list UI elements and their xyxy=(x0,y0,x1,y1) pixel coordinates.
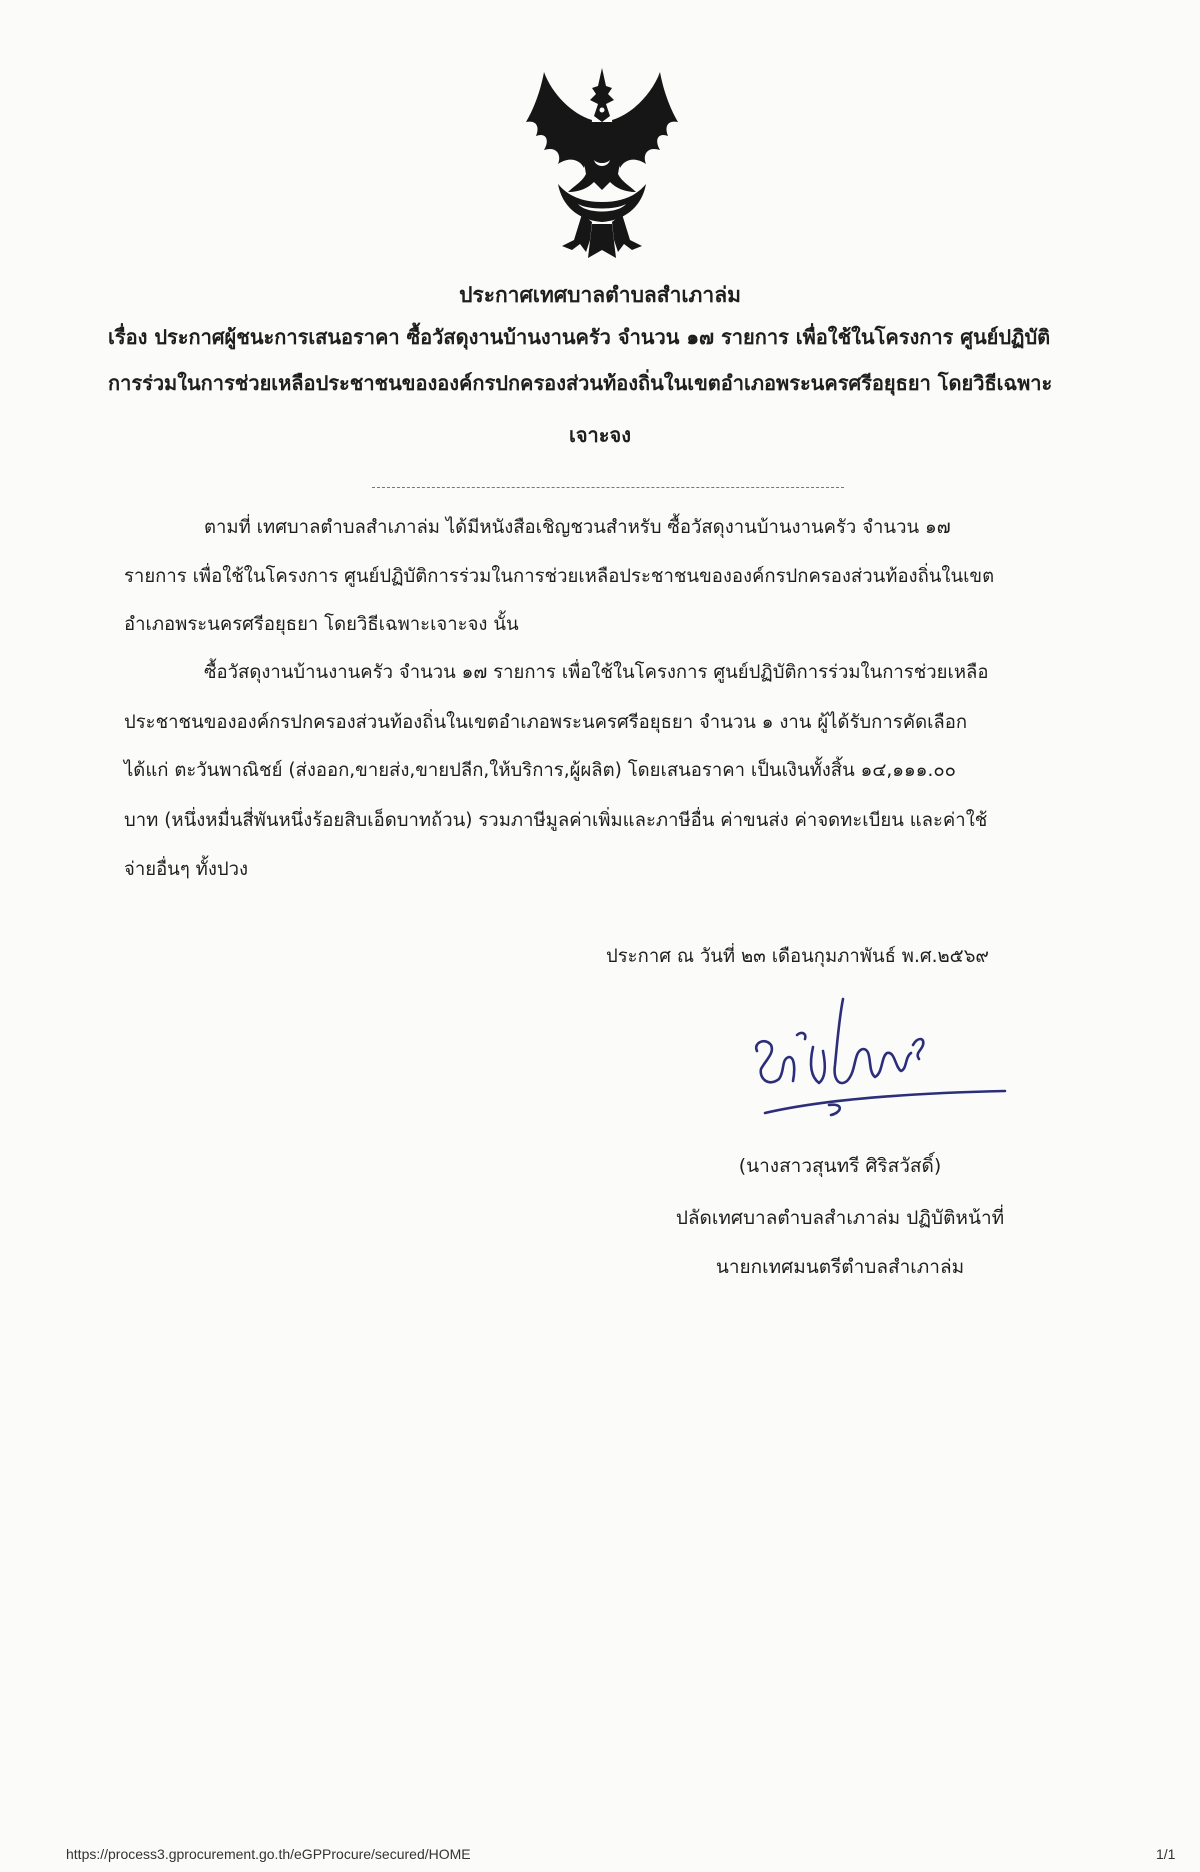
signatory-position-2: นายกเทศมนตรีตำบลสำเภาล่ม xyxy=(715,1256,965,1278)
announcement-date: ประกาศ ณ วันที่ ๒๓ เดือนกุมภาพันธ์ พ.ศ.๒๕๖๙ xyxy=(606,946,989,967)
paragraph-1-line-2: รายการ เพื่อใช้ในโครงการ ศูนย์ปฏิบัติการร่วมในการช่วยเหลือประชาชนขององค์กรปกครองส่วนท้องถิ่นในเขต xyxy=(124,566,995,587)
paragraph-2-line-3: ได้แก่ ตะวันพาณิชย์ (ส่งออก,ขายส่ง,ขายปลีก,ให้บริการ,ผู้ผลิต) โดยเสนอราคา เป็นเงินทั้งสิ้น ๑๔,๑๑๑.๐๐ xyxy=(124,760,956,781)
subject-line-2: การร่วมในการช่วยเหลือประชาชนขององค์กรปกครองส่วนท้องถิ่นในเขตอำเภอพระนครศรีอยุธยา โดยวิธีเฉพาะ xyxy=(108,371,1053,395)
paragraph-1-line-3: อำเภอพระนครศรีอยุธยา โดยวิธีเฉพาะเจาะจง นั้น xyxy=(124,614,519,635)
handwritten-signature xyxy=(735,995,1015,1145)
subject-line-3: เจาะจง xyxy=(568,423,631,447)
paragraph-2-line-4: บาท (หนึ่งหมื่นสี่พันหนึ่งร้อยสิบเอ็ดบาทถ้วน) รวมภาษีมูลค่าเพิ่มและภาษีอื่น ค่าขนส่ง ค่าจดทะเบียน และค่าใช้ xyxy=(124,810,988,831)
paragraph-2-line-2: ประชาชนขององค์กรปกครองส่วนท้องถิ่นในเขตอำเภอพระนครศรีอยุธยา จำนวน ๑ งาน ผู้ได้รับการคัดเลือก xyxy=(124,712,968,733)
paragraph-2-line-5: จ่ายอื่นๆ ทั้งปวง xyxy=(124,859,249,880)
subject-line-1: เรื่อง ประกาศผู้ชนะการเสนอราคา ซื้อวัสดุงานบ้านงานครัว จำนวน ๑๗ รายการ เพื่อใช้ในโครงการ ศูนย์ปฏิบัติ xyxy=(108,325,1051,349)
paragraph-1-line-1: ตามที่ เทศบาลตำบลสำเภาล่ม ได้มีหนังสือเชิญชวนสำหรับ ซื้อวัสดุงานบ้านงานครัว จำนวน ๑๗ xyxy=(204,517,951,538)
paragraph-2-line-1: ซื้อวัสดุงานบ้านงานครัว จำนวน ๑๗ รายการ เพื่อใช้ในโครงการ ศูนย์ปฏิบัติการร่วมในการช่วยเหลือ xyxy=(204,662,989,683)
footer-url: https://process3.gprocurement.go.th/eGPProcure/secured/HOME xyxy=(66,1846,471,1862)
announcement-title: ประกาศเทศบาลตำบลสำเภาล่ม xyxy=(459,283,741,307)
title-divider xyxy=(372,487,844,488)
garuda-emblem xyxy=(522,64,682,264)
signatory-name: (นางสาวสุนทรี ศิริสวัสดิ์) xyxy=(738,1155,942,1177)
footer-page-number: 1/1 xyxy=(1156,1846,1176,1862)
signatory-position-1: ปลัดเทศบาลตำบลสำเภาล่ม ปฏิบัติหน้าที่ xyxy=(675,1207,1005,1229)
